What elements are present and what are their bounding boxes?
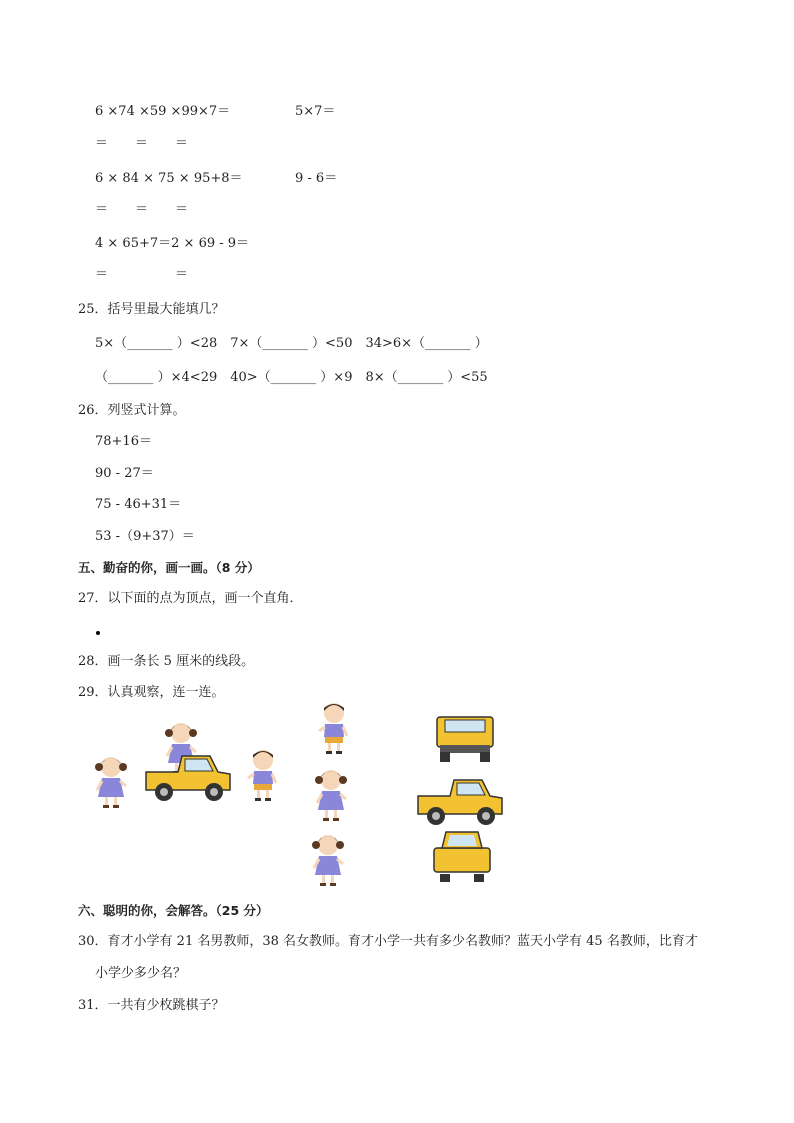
truck-front-view	[434, 832, 490, 882]
calc-row-5	[95, 236, 249, 252]
calc-row-3	[95, 171, 243, 187]
vertical-calc-item: 78+16＝	[95, 434, 152, 449]
calc-equals: ＝	[135, 136, 149, 151]
calc-item: 6 ×7	[95, 104, 127, 119]
truck-back-view	[437, 717, 493, 762]
question-25-line-2: （_______ ）×4<29 40>（_______ ）×9 8×（_______ ）<55	[95, 370, 488, 385]
question-29: 29．认真观察，连一连。	[78, 685, 225, 700]
girl-side-option	[312, 835, 344, 886]
calc-item: 9×7＝	[189, 104, 231, 119]
calc-item: 2 × 6	[171, 236, 207, 251]
vertical-calc-item: 90 - 27＝	[95, 466, 154, 481]
question-27: 27．以下面的点为顶点，画一个直角．	[78, 591, 303, 606]
calc-item: 9 ×9	[158, 104, 190, 119]
vertical-calc-item: 75 - 46+31＝	[95, 497, 182, 512]
question-25-title: 25．括号里最大能填几？	[78, 302, 225, 317]
calc-item: 4 × 6	[95, 236, 131, 251]
question-30-line-2: 小学少多少名？	[95, 966, 187, 981]
calc-equals: ＝	[95, 202, 109, 217]
calc-item: 5×7＝	[295, 104, 336, 119]
calc-equals: ＝	[175, 136, 189, 151]
question-31: 31．一共有少枚跳棋子？	[78, 998, 225, 1013]
truck-side-view	[146, 756, 230, 801]
vertex-dot	[96, 631, 100, 635]
calc-equals: ＝	[175, 267, 189, 282]
girl-front-option	[315, 770, 347, 821]
girl-figure	[95, 757, 127, 808]
calc-item: 5 × 9	[166, 171, 203, 186]
calc-item: 6 × 8	[95, 171, 131, 186]
question-30-line-1: 30．育才小学有 21 名男教师，38 名女教师。育才小学一共有多少名教师？蓝天小学有 45 名教师，比育才	[78, 934, 698, 949]
matching-figures	[0, 700, 794, 900]
question-28: 28．画一条长 5 厘米的线段。	[78, 654, 255, 669]
boy-figure	[248, 750, 276, 801]
calc-item: 9 - 6＝	[295, 171, 338, 186]
calc-item: 9 - 9＝	[206, 236, 250, 251]
question-26-title: 26．列竖式计算。	[78, 403, 186, 418]
calc-equals: ＝	[135, 202, 149, 217]
truck-side-option	[418, 780, 502, 825]
calc-row-1	[95, 104, 230, 120]
calc-item: 4 ×5	[126, 104, 159, 119]
section-5-heading: 五、勤奋的你，画一画。（8 分）	[78, 560, 260, 575]
calc-equals: ＝	[175, 202, 189, 217]
calc-item: 5+8＝	[202, 171, 243, 186]
vertical-calc-item: 53 -（9+37）＝	[95, 529, 195, 544]
question-25-line-1: 5×（_______ ）<28 7×（_______ ）<50 34>6×（_______ ）	[95, 336, 488, 351]
calc-equals: ＝	[95, 136, 109, 151]
boy-view-option	[319, 703, 347, 754]
calc-item: 5+7＝	[130, 236, 172, 251]
section-6-heading: 六、聪明的你，会解答。（25 分）	[78, 903, 269, 918]
calc-item: 4 × 7	[130, 171, 167, 186]
calc-equals: ＝	[95, 267, 109, 282]
